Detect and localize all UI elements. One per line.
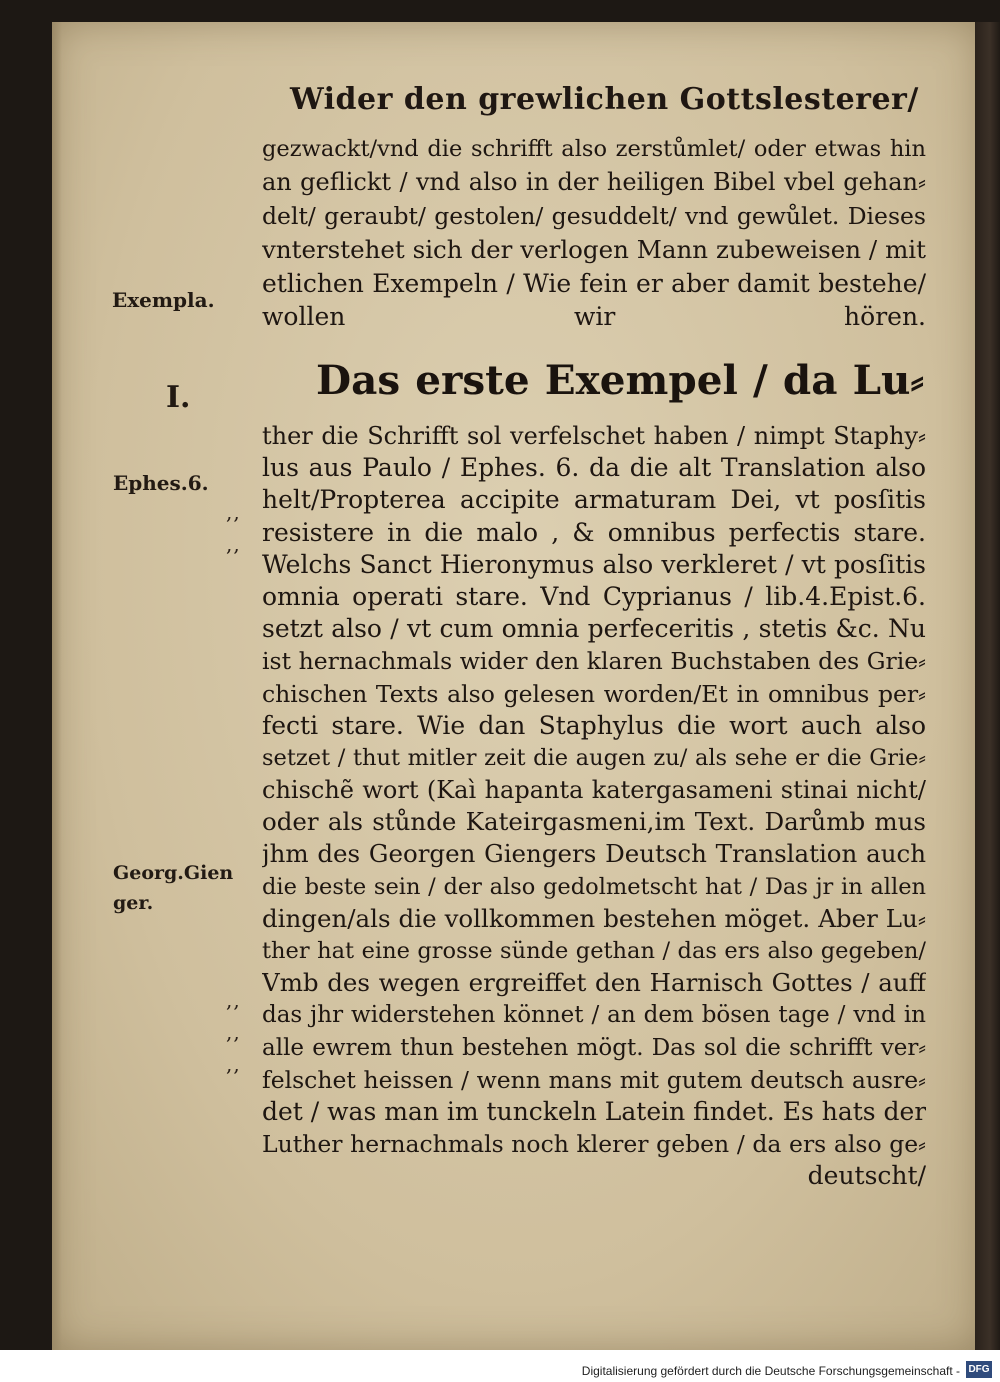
text-line: Luther hernachmals noch klerer geben / da ers also ge⸗	[262, 1130, 926, 1159]
text-line: felschet heissen / wenn mans mit gutem deutsch ausre⸗	[262, 1065, 926, 1094]
quote-mark: ,,	[226, 1052, 241, 1076]
top-paragraph	[262, 133, 926, 333]
text-line: vnterstehet sich der verlogen Mann zubeweisen / mit	[262, 235, 926, 265]
margin-note-number: I.	[166, 380, 191, 415]
main-paragraph	[262, 420, 926, 1193]
section-heading: Das erste Exempel / da Lu⸗	[316, 356, 924, 404]
text-line: Vmb des wegen ergreiffet den Harnisch Gottes / auff	[262, 968, 926, 998]
text-line: fecti stare. Wie dan Staphylus die wort auch also	[262, 710, 926, 740]
text-line: etlichen Exempeln / Wie fein er aber damit bestehe/	[262, 268, 926, 298]
text-line: omnia operati stare. Vnd Cyprianus / lib.4.Epist.6.	[262, 581, 926, 611]
footer-credit: Digitalisierung gefördert durch die Deutsche Forschungsgemeinschaft -	[581, 1364, 960, 1378]
dfg-logo: DFG	[966, 1361, 992, 1378]
text-line: dingen/als die vollkommen bestehen möget. Aber Lu⸗	[262, 903, 926, 933]
text-line: chischen Texts also gelesen worden/Et in omnibus per⸗	[262, 679, 926, 708]
text-line: helt/Propterea accipite armaturam Dei, vt posſitis	[262, 485, 926, 515]
text-line: setzt also / vt cum omnia perfeceritis , stetis &c. Nu	[262, 614, 926, 644]
text-line: an geflickt / vnd also in der heiligen Bibel vbel gehan⸗	[262, 168, 926, 197]
running-head: Wider den grewlichen Gottslesterer/	[290, 82, 919, 117]
quote-mark: ,,	[226, 532, 241, 556]
text-line: chischẽ wort (Kaì hapanta katergasameni stinai nicht/	[262, 776, 926, 805]
text-line: jhm des Georgen Giengers Deutsch Translation auch	[262, 839, 926, 869]
text-line: ist hernachmals wider den klaren Buchstaben des Grie⸗	[262, 647, 926, 676]
text-line: deutscht/	[807, 1161, 926, 1191]
page-gutter-shadow	[52, 22, 62, 1350]
text-line: Welchs Sanct Hieronymus also verkleret / vt posſitis	[262, 549, 926, 579]
text-line: ther hat eine grosse sünde gethan / das ers also gegeben/	[262, 938, 926, 964]
text-line: gezwackt/vnd die schrifft also zerstůmlet/ oder etwas hin	[262, 136, 926, 162]
text-line: wollen wir hören.	[262, 301, 926, 331]
text-line: alle ewrem thun bestehen mögt. Das sol die schrifft ver⸗	[262, 1034, 926, 1061]
quote-mark: ,,	[226, 988, 241, 1012]
text-line: das jhr widerstehen könnet / an dem bösen tage / vnd in	[262, 1002, 926, 1029]
quote-mark: ,,	[226, 1020, 241, 1044]
text-line: resistere in die malo , & omnibus perfectis stare.	[262, 517, 926, 547]
text-line: ther die Schrifft sol verfelschet haben / nimpt Staphy⸗	[262, 422, 926, 450]
margin-note-georg: Georg.Gien ger.	[113, 862, 234, 914]
margin-note-ephes: Ephes.6.	[113, 471, 209, 495]
book-spine	[975, 22, 1000, 1350]
margin-note-exempla: Exempla.	[112, 288, 215, 312]
text-line: oder als stůnde Kateirgasmeni,im Text. Darůmb mus	[262, 807, 926, 837]
quote-mark: ,,	[226, 500, 241, 524]
text-line: die beste sein / der also gedolmetscht hat / Das jr in allen	[262, 873, 926, 900]
text-line: det / was man im tunckeln Latein findet. Es hats der	[262, 1096, 926, 1126]
text-line: setzet / thut mitler zeit die augen zu/ als sehe er die Grie⸗	[262, 744, 926, 771]
text-line: delt/ geraubt/ gestolen/ gesuddelt/ vnd gewůlet. Dieses	[262, 201, 926, 230]
text-line: lus aus Paulo / Ephes. 6. da die alt Translation also	[262, 453, 926, 483]
